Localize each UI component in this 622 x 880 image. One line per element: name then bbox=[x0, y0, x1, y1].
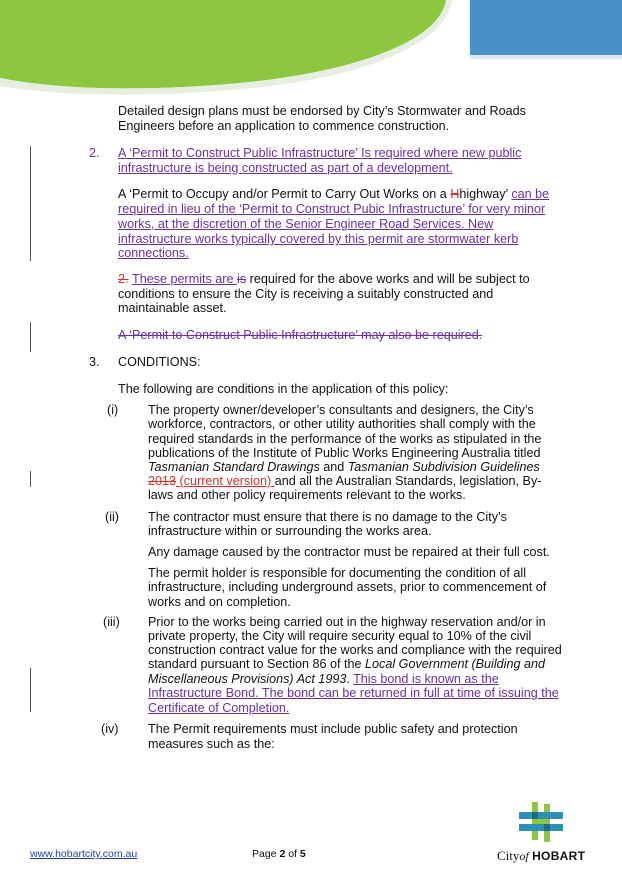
deleted-text: 2013 bbox=[148, 474, 177, 488]
page-current: 2 bbox=[279, 848, 286, 860]
condition-i-number: (i) bbox=[107, 403, 119, 417]
permit-holder-line-3: works and on completion. bbox=[148, 595, 291, 609]
deleted-text: is bbox=[237, 272, 247, 286]
condition-i-line-6 bbox=[148, 474, 541, 489]
occupy-text: A ‘Permit to Occupy and/or Permit to Carry Out Works on a bbox=[118, 187, 451, 201]
act-title: Local Government (Building and bbox=[365, 657, 545, 671]
occupy-text: highway’ bbox=[459, 187, 512, 201]
condition-i-line-1: The property owner/developer’s consultants and designers, the City’s bbox=[148, 403, 534, 417]
condition-i-line-4: publications of the Institute of Public Works Engineering Australia titled bbox=[148, 446, 541, 460]
condition-iii-line-7: Certificate of Completion. bbox=[148, 701, 290, 715]
occupy-permit-line-1 bbox=[118, 187, 549, 202]
item-2-heading-line-1: A ‘Permit to Construct Public Infrastructure’ Is required where new public bbox=[118, 146, 522, 160]
condition-iii-line-5 bbox=[148, 672, 499, 687]
condition-iv-line-2: measures such as the: bbox=[148, 737, 275, 751]
act-title: Miscellaneous Provisions) Act 1993 bbox=[148, 672, 347, 686]
permits-text: required for the above works and will be subject to bbox=[246, 272, 530, 286]
condition-ii-line-1: The contractor must ensure that there is no damage to the City’s bbox=[148, 510, 507, 524]
item-3-number: 3. bbox=[89, 355, 100, 369]
condition-text: standard pursuant to Section 86 of the bbox=[148, 657, 366, 671]
condition-iii-line-2: private property, the City will require security equal to 10% of the civil bbox=[148, 629, 532, 643]
conditions-intro: The following are conditions in the application of this policy: bbox=[118, 382, 449, 396]
condition-ii-line-2: infrastructure within or surrounding the works area. bbox=[148, 524, 432, 538]
occupy-permit-line-3: works, at the discretion of the Senior Engineer Road Services. New bbox=[118, 217, 494, 231]
condition-i-line-5 bbox=[148, 460, 540, 475]
inserted-text: This bond is known as the bbox=[353, 672, 499, 686]
occupy-permit-line-4: infrastructure works typically covered by this permit are stormwater kerb bbox=[118, 232, 519, 246]
logo-hobart: HOBART bbox=[532, 849, 586, 863]
design-plans-line-1: Detailed design plans must be endorsed by City’s Stormwater and Roads bbox=[118, 104, 526, 118]
deleted-text: H bbox=[450, 187, 460, 201]
condition-iii-line-3: construction contract value for the works and compliance with the required bbox=[148, 643, 562, 657]
permits-required-line-1 bbox=[118, 272, 530, 287]
condition-text: . bbox=[346, 672, 354, 686]
publication-title: Tasmanian Standard Drawings bbox=[148, 460, 320, 474]
change-bar bbox=[30, 146, 31, 261]
condition-text: and all the Australian Standards, legislation, By- bbox=[274, 474, 542, 488]
inserted-text: can be bbox=[511, 187, 550, 201]
condition-iv-line-1: The Permit requirements must include public safety and protection bbox=[148, 722, 518, 736]
condition-iii-line-1: Prior to the works being carried out in the highway reservation and/or in bbox=[148, 615, 546, 629]
damage-line: Any damage caused by the contractor must be repaired at their full cost. bbox=[148, 545, 550, 559]
condition-i-line-3: required standards in the performance of the works as stipulated in the bbox=[148, 432, 542, 446]
deleted-permit-line: A ‘Permit to Construct Public Infrastructure’ may also be required. bbox=[118, 328, 483, 342]
page-mid: of bbox=[285, 848, 300, 860]
occupy-permit-line-5: connections. bbox=[118, 246, 189, 260]
permit-holder-line-2: infrastructure, including underground assets, prior to commencement of bbox=[148, 580, 547, 594]
and-text: and bbox=[319, 460, 348, 474]
page-prefix: Page bbox=[252, 848, 280, 860]
logo-city: City bbox=[497, 848, 520, 863]
page-number bbox=[252, 848, 306, 860]
city-of-hobart-logo-text bbox=[497, 848, 585, 864]
condition-iv-number: (iv) bbox=[101, 722, 119, 736]
condition-i-line-2: workforce, contractors, or other utility authorities shall comply with the bbox=[148, 417, 536, 431]
permits-required-line-3: maintainable asset. bbox=[118, 301, 227, 315]
logo-of: of bbox=[519, 849, 529, 863]
publication-title: Tasmanian Subdivision Guidelines bbox=[347, 460, 540, 474]
condition-ii-number: (ii) bbox=[105, 510, 119, 524]
conditions-heading: CONDITIONS: bbox=[118, 355, 201, 369]
condition-iii-line-6: Infrastructure Bond. The bond can be returned in full at time of issuing the bbox=[148, 686, 559, 700]
condition-iii-number: (iii) bbox=[103, 615, 120, 629]
permit-holder-line-1: The permit holder is responsible for documenting the condition of all bbox=[148, 566, 527, 580]
deleted-text: 2. bbox=[118, 272, 129, 286]
item-2-heading-line-2: infrastructure is being constructed as part of a development. bbox=[118, 161, 453, 175]
change-bar bbox=[30, 471, 31, 487]
page-total: 5 bbox=[299, 848, 306, 860]
permits-required-line-2: conditions to ensure the City is receiving a suitably constructed and bbox=[118, 287, 494, 301]
occupy-permit-line-2: required in lieu of the ‘Permit to Construct Pubic Infrastructure’ for very minor bbox=[118, 202, 546, 216]
inserted-text: These permits are bbox=[132, 272, 238, 286]
condition-iii-line-4 bbox=[148, 657, 545, 672]
item-2-number: 2. bbox=[89, 146, 100, 160]
hobart-logo-cross-icon bbox=[519, 802, 565, 842]
condition-i-line-7: laws and other policy requirements relevant to the works. bbox=[148, 488, 466, 502]
change-bar bbox=[30, 668, 31, 712]
design-plans-line-2: Engineers before an application to commence construction. bbox=[118, 119, 450, 133]
inserted-text: (current version) bbox=[176, 474, 275, 488]
change-bar bbox=[30, 322, 31, 352]
website-link[interactable]: www.hobartcity.com.au bbox=[30, 848, 138, 860]
